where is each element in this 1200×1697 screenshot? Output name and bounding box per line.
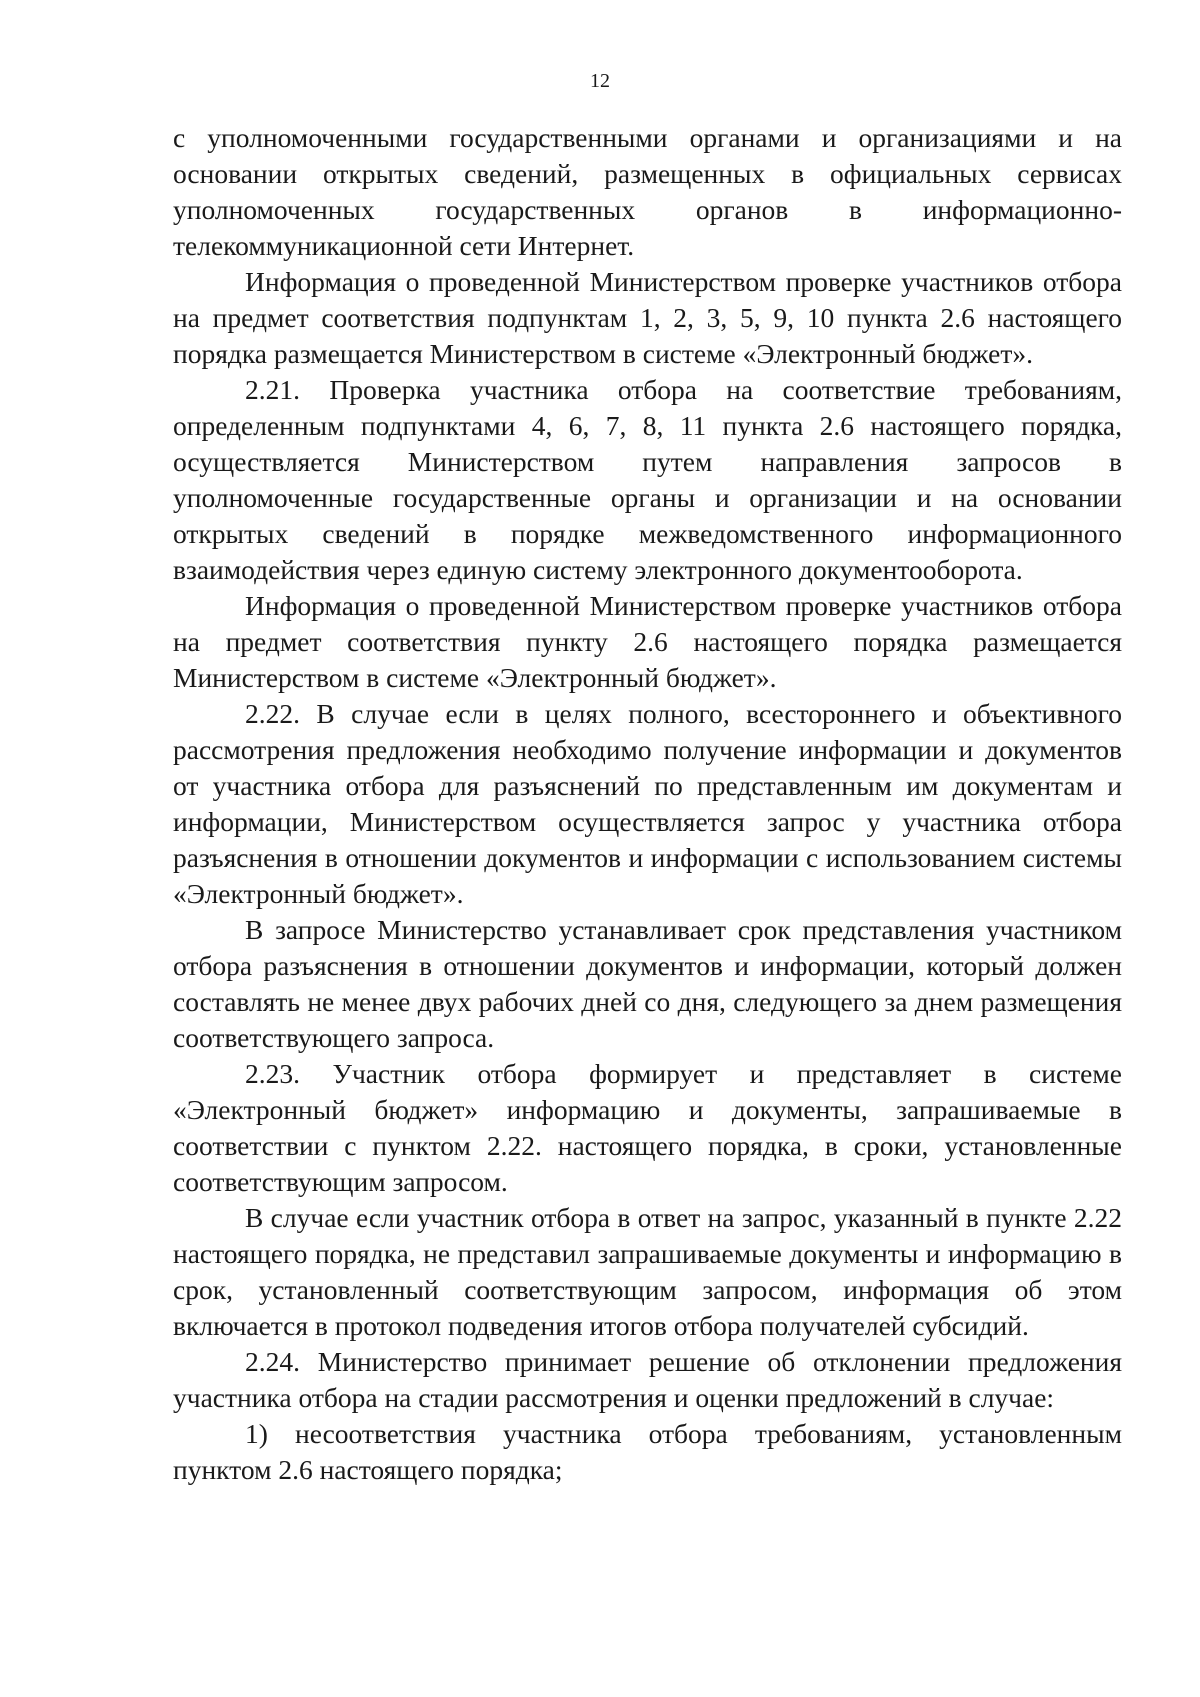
paragraph-no-response: В случае если участник отбора в ответ на запрос, указанный в пункте 2.22 настоящего порядка, не представил запрашиваемые документы и информацию в срок, установленный соответствующим запросом, информация об этом включается в протокол подведения итогов отбора получателей субсидий. (173, 1202, 1122, 1341)
document-body (173, 120, 1122, 1488)
paragraph-request-deadline: В запросе Министерство устанавливает срок представления участником отбора разъяснения в отношении документов и информации, который должен составлять не менее двух рабочих дней со дня, следующего за днем размещения соответствующего запроса. (173, 914, 1122, 1053)
paragraph-continuation: с уполномоченными государственными органами и организациями и на основании открытых сведений, размещенных в официальных сервисах уполномоченных государственных органов в информационно-телекоммуникационной сети Интернет. (173, 122, 1122, 261)
paragraph-info-check-2-6: Информация о проведенной Министерством проверке участников отбора на предмет соответствия пункту 2.6 настоящего порядка размещается Министерством в системе «Электронный бюджет». (173, 590, 1122, 693)
paragraph-2-21: 2.21. Проверка участника отбора на соответствие требованиям, определенным подпунктами 4, 6, 7, 8, 11 пункта 2.6 настоящего порядка, осуществляется Министерством путем направления запросов в уполномоченные государственные органы и организации и на основании открытых сведений в порядке межведомственного информационного взаимодействия через единую систему электронного документооборота. (173, 374, 1122, 585)
paragraph-info-check-results: Информация о проведенной Министерством проверке участников отбора на предмет соответствия подпунктам 1, 2, 3, 5, 9, 10 пункта 2.6 настоящего порядка размещается Министерством в системе «Электронный бюджет». (173, 266, 1122, 369)
paragraph-2-22: 2.22. В случае если в целях полного, всестороннего и объективного рассмотрения предложения необходимо получение информации и документов от участника отбора для разъяснений по представленным им документам и информации, Министерством осуществляется запрос у участника отбора разъяснения в отношении документов и информации с использованием системы «Электронный бюджет». (173, 698, 1122, 909)
page-number: 12 (590, 70, 610, 92)
paragraph-2-24: 2.24. Министерство принимает решение об отклонении предложения участника отбора на стадии рассмотрения и оценки предложений в случае: (173, 1346, 1122, 1413)
paragraph-2-23: 2.23. Участник отбора формирует и представляет в системе «Электронный бюджет» информацию и документы, запрашиваемые в соответствии с пунктом 2.22. настоящего порядка, в сроки, установленные соответствующим запросом. (173, 1058, 1122, 1197)
list-item-1: 1) несоответствия участника отбора требованиям, установленным пунктом 2.6 настоящего порядка; (173, 1418, 1122, 1485)
